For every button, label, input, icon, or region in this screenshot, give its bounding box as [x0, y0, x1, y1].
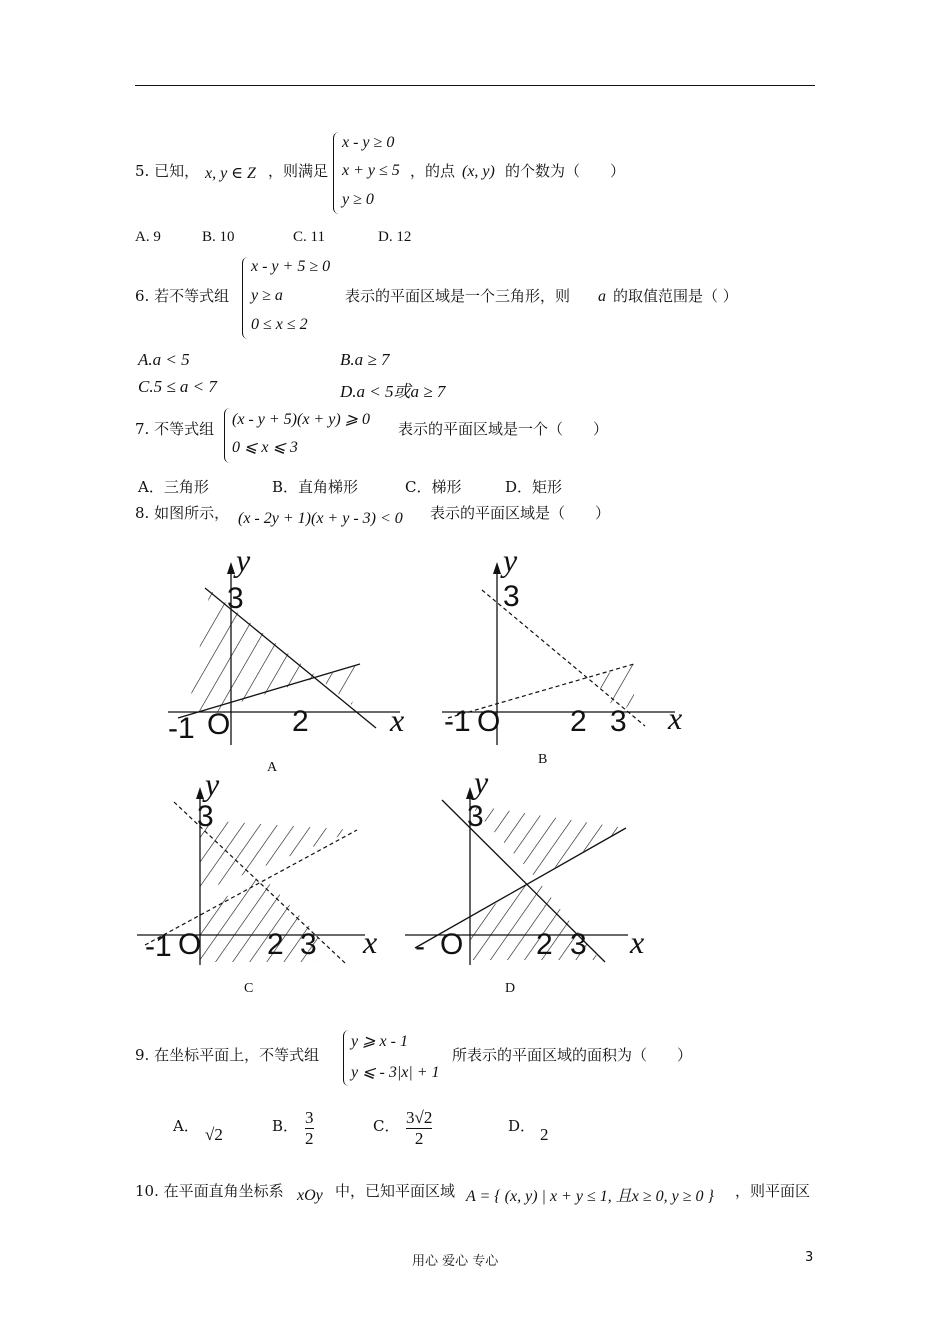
footer-page-number: 3 [805, 1250, 814, 1265]
q6-option-b: B.a ≥ 7 [340, 350, 390, 369]
q7-sys-1: (x - y + 5)(x + y) ⩾ 0 [232, 411, 371, 428]
q6-tail2: 的取值范围是（ ） [613, 287, 738, 305]
graph-b-tick-2: 2 [570, 705, 587, 738]
q6-sys-3: 0 ≤ x ≤ 2 [251, 316, 308, 333]
q10-set: A = { (x, y) | x + y ≤ 1, 且x ≥ 0, y ≥ 0 } [466, 1188, 714, 1205]
q9-option-b-frac: $\frac{3}{2}$ [305, 1108, 314, 1148]
footer-motto: 用心 爱心 专心 [412, 1254, 499, 1269]
q7-option-b: B．直角梯形 [272, 478, 359, 496]
q9-option-c-frac: $\frac{3√2}{2}$ [406, 1108, 433, 1148]
q5-option-b: B. 10 [202, 229, 235, 245]
q10-lead: 10. 在平面直角坐标系 [135, 1182, 284, 1200]
q9-option-d-value: 2 [540, 1125, 549, 1144]
graph-a-tick-m1: -1 [168, 712, 195, 745]
q8-lead: 8. 如图所示， [135, 504, 230, 522]
graph-d-tick-3: 3 [467, 800, 484, 833]
graph-c-tick-3: 3 [197, 800, 214, 833]
graph-c-origin: O [178, 928, 202, 961]
q6-option-a: A.a < 5 [138, 350, 190, 369]
q6-var: a [598, 288, 606, 305]
q6-option-d: D.a < 5或a ≥ 7 [340, 382, 446, 401]
graph-c-tick-2: 2 [267, 928, 284, 961]
q5-lead: 5. 已知， [135, 162, 200, 180]
q7-tail: 表示的平面区域是一个（ ） [398, 420, 609, 438]
q9-sys-2: y ⩽ - 3|x| + 1 [351, 1064, 440, 1081]
q7-option-c: C．梯形 [405, 478, 462, 496]
q6-sys-2: y ≥ a [251, 287, 283, 304]
graph-a-caption: A [267, 760, 278, 775]
q9-tail: 所表示的平面区域的面积为（ ） [452, 1046, 693, 1064]
q9-option-c-label: C． [373, 1117, 400, 1135]
q9-sys-1: y ⩾ x - 1 [351, 1033, 408, 1050]
q9-option-a-value: √2 [205, 1125, 223, 1144]
q7-lead: 7. 不等式组 [135, 420, 215, 438]
graph-d-caption: D [505, 981, 516, 996]
q5-option-d: D. 12 [378, 229, 412, 245]
graph-b-origin: O [477, 705, 501, 738]
q8-expr: (x - 2y + 1)(x + y - 3) < 0 [238, 510, 403, 527]
graph-b-tick-3: 3 [503, 580, 520, 613]
graph-c-tick-m1: -1 [145, 930, 172, 963]
graph-d-tick-m1: - [415, 930, 425, 963]
q6-tail1: 表示的平面区域是一个三角形，则 [345, 287, 571, 305]
q10-tail: ，则平面区 [735, 1182, 811, 1200]
graph-d-x-label: x [630, 924, 645, 960]
q6-option-c: C.5 ≤ a < 7 [138, 377, 217, 396]
q5-point: (x, y) [462, 163, 495, 180]
q10-mid: 中，已知平面区域 [335, 1182, 456, 1200]
graph-d-y-label: y [474, 764, 489, 800]
graph-c-y-label: y [205, 766, 220, 802]
graph-d-tick-2: 2 [536, 928, 553, 961]
q5-option-a: A. 9 [135, 229, 161, 245]
q9-lead: 9. 在坐标平面上，不等式组 [135, 1046, 320, 1064]
q5-sys-2: x + y ≤ 5 [342, 162, 400, 179]
q5-cond: x, y ∈ Z [205, 165, 256, 182]
q8-tail: 表示的平面区域是（ ） [430, 504, 611, 522]
graph-c-tick-3x: 3 [300, 928, 317, 961]
q5-tail1: ，的点 [410, 162, 456, 180]
graph-a-origin: O [207, 708, 231, 741]
graph-a-shade [188, 590, 358, 712]
q5-sys-1: x - y ≥ 0 [342, 134, 395, 151]
graph-b-tick-m1: -1 [444, 705, 471, 738]
q5-mid: ，则满足 [268, 162, 329, 180]
q9-option-b-label: B． [272, 1117, 299, 1135]
graph-a-y-label: y [236, 542, 251, 578]
q6-lead: 6. 若不等式组 [135, 287, 230, 305]
q5-sys-3: y ≥ 0 [342, 191, 374, 208]
q7-option-a: A．三角形 [138, 478, 209, 496]
q7-sys-2: 0 ⩽ x ⩽ 3 [232, 439, 298, 456]
graph-b-caption: B [538, 752, 548, 767]
graph-b-x-label: x [668, 700, 683, 736]
q5-option-c: C. 11 [293, 229, 325, 245]
graph-d-tick-3x: 3 [570, 928, 587, 961]
graph-a-tick-3: 3 [227, 582, 244, 615]
graph-b-y-label: y [503, 542, 518, 578]
graph-a-x-label: x [390, 702, 405, 738]
q9-brace [343, 1030, 350, 1086]
q6-sys-1: x - y + 5 ≥ 0 [251, 258, 331, 275]
graph-a-tick-2: 2 [292, 705, 309, 738]
q9-option-d-label: D． [508, 1117, 536, 1135]
graph-c-x-label: x [363, 924, 378, 960]
q9-option-a-label: A． [173, 1117, 199, 1135]
graph-d-origin: O [440, 928, 464, 961]
q10-system-name: xOy [297, 1187, 323, 1204]
graph-c-shade-top [200, 820, 355, 892]
q5-tail2: 的个数为（ ） [505, 162, 626, 180]
graph-c-caption: C [244, 981, 254, 996]
graph-b-tick-3x: 3 [610, 705, 627, 738]
q7-option-d: D．矩形 [505, 478, 563, 496]
